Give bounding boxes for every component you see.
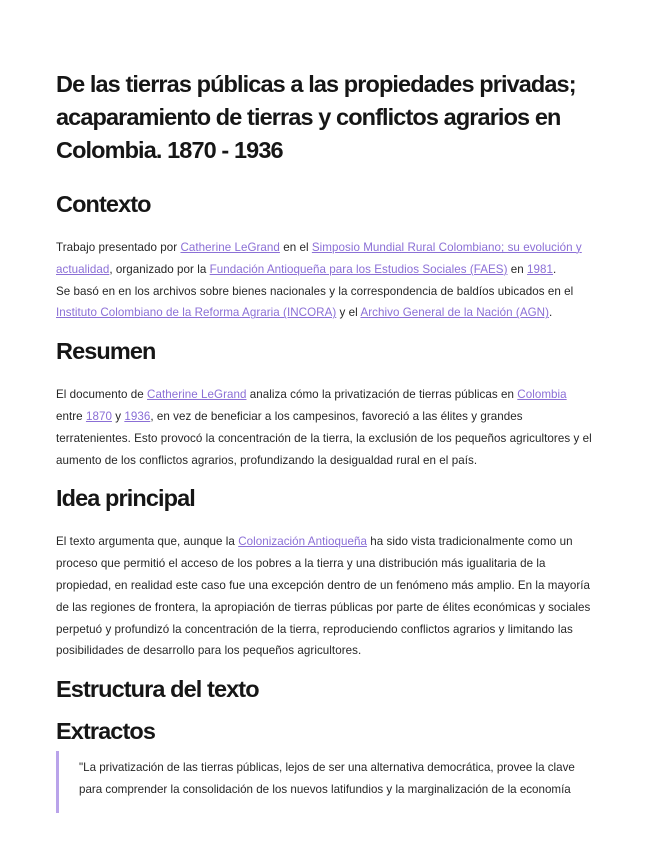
link-catherine-legrand[interactable]: Catherine LeGrand [180,241,280,254]
text: Trabajo presentado por [56,241,181,254]
text: analiza cómo la privatización de tierras públicas en [246,388,518,402]
link-catherine-legrand[interactable]: Catherine LeGrand [147,388,247,402]
contexto-paragraph [56,237,596,324]
text: , organizado por la [109,262,210,276]
quote-block [56,751,596,813]
text: y [111,409,125,423]
text: en el [279,241,312,254]
link-simposio[interactable]: Simposio Mundial Rural Colombiano; su evolución y actualidad [56,241,582,276]
link-faes[interactable]: Fundación Antioqueña para los Estudios Sociales (FAES) [209,262,508,276]
text: . [549,306,553,320]
idea-paragraph [56,531,596,662]
text: , en vez de beneficiar a los campesinos, favoreció a las élites y grandes terratenientes. Esto provocó la concentración de la tierra, la exclusión de los pequeños agricultores y el aumento de los conflictos agrarios, profundizando la desigualdad rural en el país. [56,409,592,467]
link-1936[interactable]: 1936 [124,409,151,423]
link-1870[interactable]: 1870 [85,409,112,423]
heading-extractos: Extractos [56,718,156,745]
link-colombia[interactable]: Colombia [517,388,567,402]
heading-resumen: Resumen [56,338,156,365]
text: ha sido vista tradicionalmente como un proceso que permitió el acceso de los pobres a la tierra y una distribución más igualitaria de la propiedad, en realidad este caso fue una excepción dentro de un fenómeno más amplio. En la mayoría de las regiones de frontera, la apropiación de tierras públicas por parte de élites económicas y sociales perpetuó y profundizó la concentración de la tierra, reproduciendo conflictos agrarios y limitando las posibilidades de desarrollo para los pequeños agricultores. [56,535,591,658]
link-agn[interactable]: Archivo General de la Nación (AGN) [360,306,550,320]
quote-text: "La privatización de las tierras públicas, lejos de ser una alternativa democrática, provee la clave para comprender la consolidación de los nuevos latifundios y la marginalización de la economía [79,761,575,796]
text: El texto argumenta que, aunque la [56,535,239,549]
link-1981[interactable]: 1981 [527,262,554,276]
heading-estructura: Estructura del texto [56,676,259,703]
heading-idea-principal: Idea principal [56,485,195,512]
link-incora[interactable]: Instituto Colombiano de la Reforma Agraria (INCORA) [56,306,337,320]
text: en [507,262,528,276]
text: El documento de [56,388,148,402]
text: entre [56,409,86,423]
text: . [553,262,557,276]
text: Se basó en en los archivos sobre bienes nacionales y la correspondencia de baldíos ubicados en el [56,284,574,298]
text: y el [336,306,361,320]
page-title: De las tierras públicas a las propiedades privadas; acaparamiento de tierras y conflictos agrarios en Colombia. 1870 - 1936 [56,71,576,163]
heading-contexto: Contexto [56,191,151,217]
resumen-paragraph [56,384,596,471]
link-colonizacion-antioquena[interactable]: Colonización Antioqueña [238,535,367,549]
article [56,68,596,808]
